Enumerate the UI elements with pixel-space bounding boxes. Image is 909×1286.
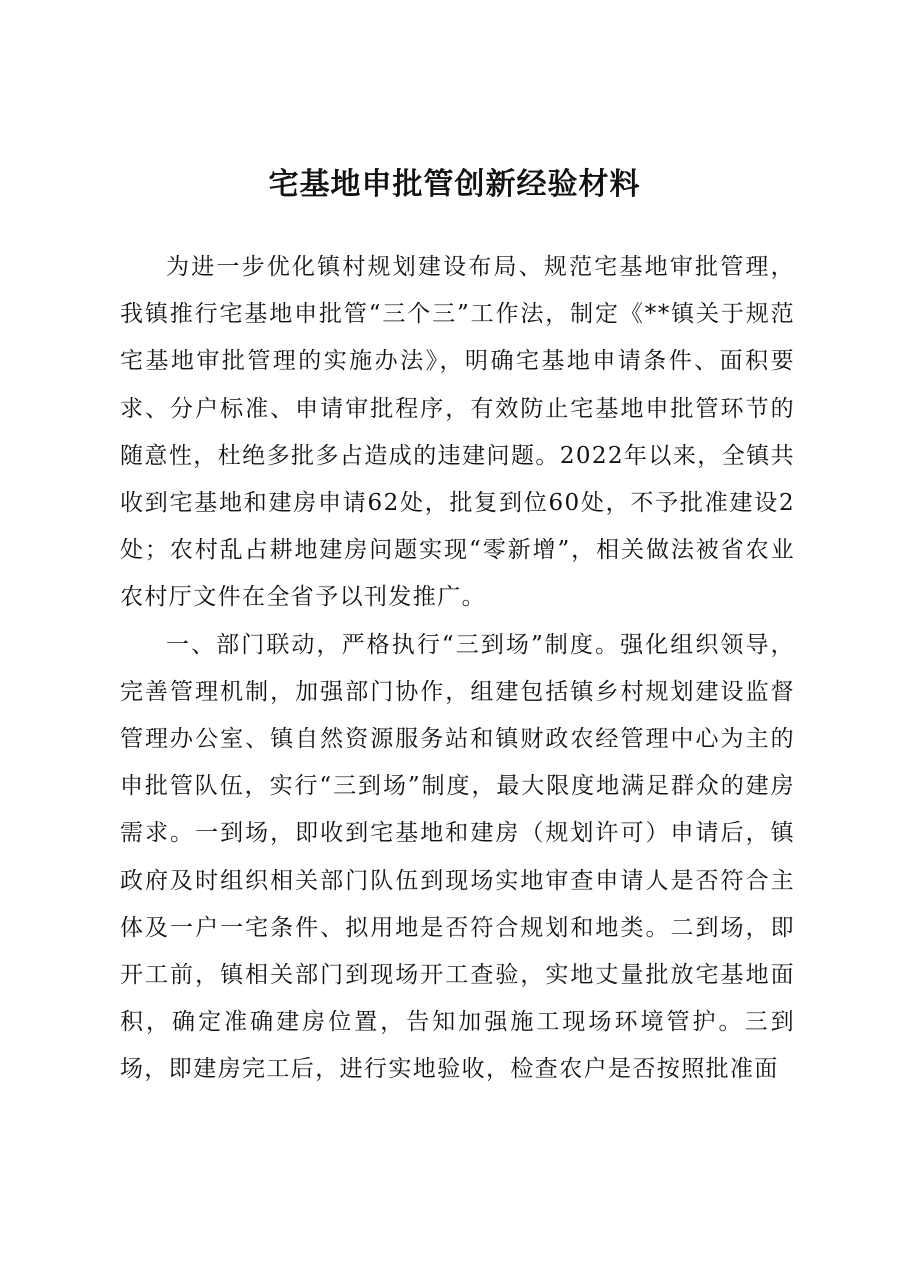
section-one-paragraph: 一、部门联动，严格执行“三到场”制度。强化组织领导，完善管理机制，加强部门协作，组建包括镇乡村规划建设监督管理办公室、镇自然资源服务站和镇财政农经管理中心为主的申批管队伍，实行“三到场”制度，最大限度地满足群众的建房需求。一到场，即收到宅基地和建房（规划许可）申请后，镇政府及时组织相关部门队伍到现场实地审查申请人是否符合主体及一户一宅条件、拟用地是否符合规划和地类。二到场，即开工前，镇相关部门到现场开工查验，实地丈量批放宅基地面积，确定准确建房位置，告知加强施工现场环境管护。三到场，即建房完工后，进行实地验收，检查农户是否按照批准面 xyxy=(120,631,795,1083)
document-body xyxy=(120,244,795,1094)
intro-paragraph: 为进一步优化镇村规划建设布局、规范宅基地审批管理，我镇推行宅基地申批管“三个三”工作法，制定《**镇关于规范宅基地审批管理的实施办法》，明确宅基地申请条件、面积要求、分户标准、申请审批程序，有效防止宅基地申批管环节的随意性，杜绝多批多占造成的违建问题。2022年以来，全镇共收到宅基地和建房申请62处，批复到位60处，不予批准建设2处；农村乱占耕地建房问题实现“零新增”，相关做法被省农业农村厅文件在全省予以刊发推广。 xyxy=(120,254,795,611)
document-title: 宅基地申批管创新经验材料 xyxy=(268,167,641,202)
